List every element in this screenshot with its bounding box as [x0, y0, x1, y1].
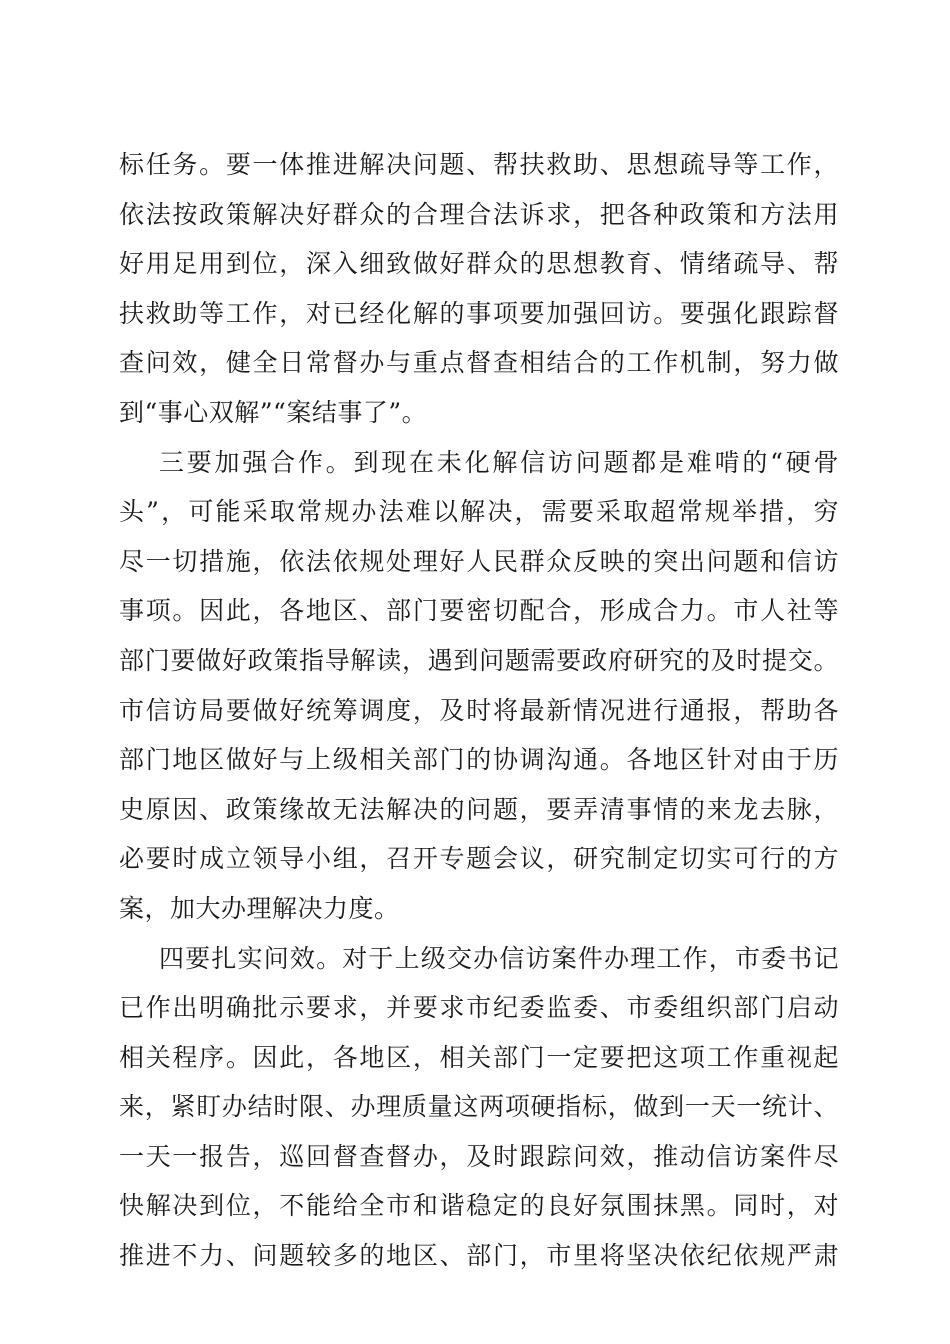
text-line: 来，紧盯办结时限、办理质量这两项硬指标，做到一天一统计、: [119, 1092, 839, 1122]
paragraph-first-line: 三要加强合作。到现在未化解信访问题都是难啃的“硬骨: [159, 447, 839, 477]
text-line: 查问效，健全日常督办与重点督查相结合的工作机制，努力做: [119, 348, 839, 378]
text-line: 扶救助等工作，对已经化解的事项要加强回访。要强化跟踪督: [119, 298, 839, 328]
text-line: 市信访局要做好统筹调度，及时将最新情况进行通报，帮助各: [119, 695, 839, 725]
paragraph-first-line: 四要扎实问效。对于上级交办信访案件办理工作，市委书记: [159, 943, 839, 973]
text-line: 标任务。要一体推进解决问题、帮扶救助、思想疏导等工作，: [119, 150, 839, 179]
body-text: [119, 140, 839, 1281]
text-line: 好用足用到位，深入细致做好群众的思想教育、情绪疏导、帮: [119, 249, 839, 279]
text-line: 部门要做好政策指导解读，遇到问题需要政府研究的及时提交。: [119, 645, 839, 675]
text-line: 事项。因此，各地区、部门要密切配合，形成合力。市人社等: [119, 596, 839, 626]
text-line: 相关程序。因此，各地区，相关部门一定要把这项工作重视起: [119, 1042, 839, 1072]
text-line: 一天一报告，巡回督查督办，及时跟踪问效，推动信访案件尽: [119, 1141, 839, 1171]
text-line: 推进不力、问题较多的地区、部门，市里将坚决依纪依规严肃: [119, 1241, 839, 1271]
text-line: 已作出明确批示要求，并要求市纪委监委、市委组织部门启动: [119, 993, 839, 1023]
text-line: 部门地区做好与上级相关部门的协调沟通。各地区针对由于历: [119, 745, 839, 775]
text-line: 尽一切措施，依法依规处理好人民群众反映的突出问题和信访: [119, 546, 839, 576]
text-line: 到“事心双解”“案结事了”。: [119, 397, 428, 427]
text-line: 头”，可能采取常规办法难以解决，需要采取超常规举措，穷: [119, 497, 839, 527]
text-line: 必要时成立领导小组，召开专题会议，研究制定切实可行的方: [119, 844, 839, 874]
text-line: 案，加大办理解决力度。: [119, 893, 400, 923]
text-line: 史原因、政策缘故无法解决的问题，要弄清事情的来龙去脉，: [119, 794, 839, 824]
text-line: 依法按政策解决好群众的合理合法诉求，把各种政策和方法用: [119, 199, 839, 229]
text-line: 快解决到位，不能给全市和谐稳定的良好氛围抹黑。同时，对: [119, 1191, 839, 1221]
